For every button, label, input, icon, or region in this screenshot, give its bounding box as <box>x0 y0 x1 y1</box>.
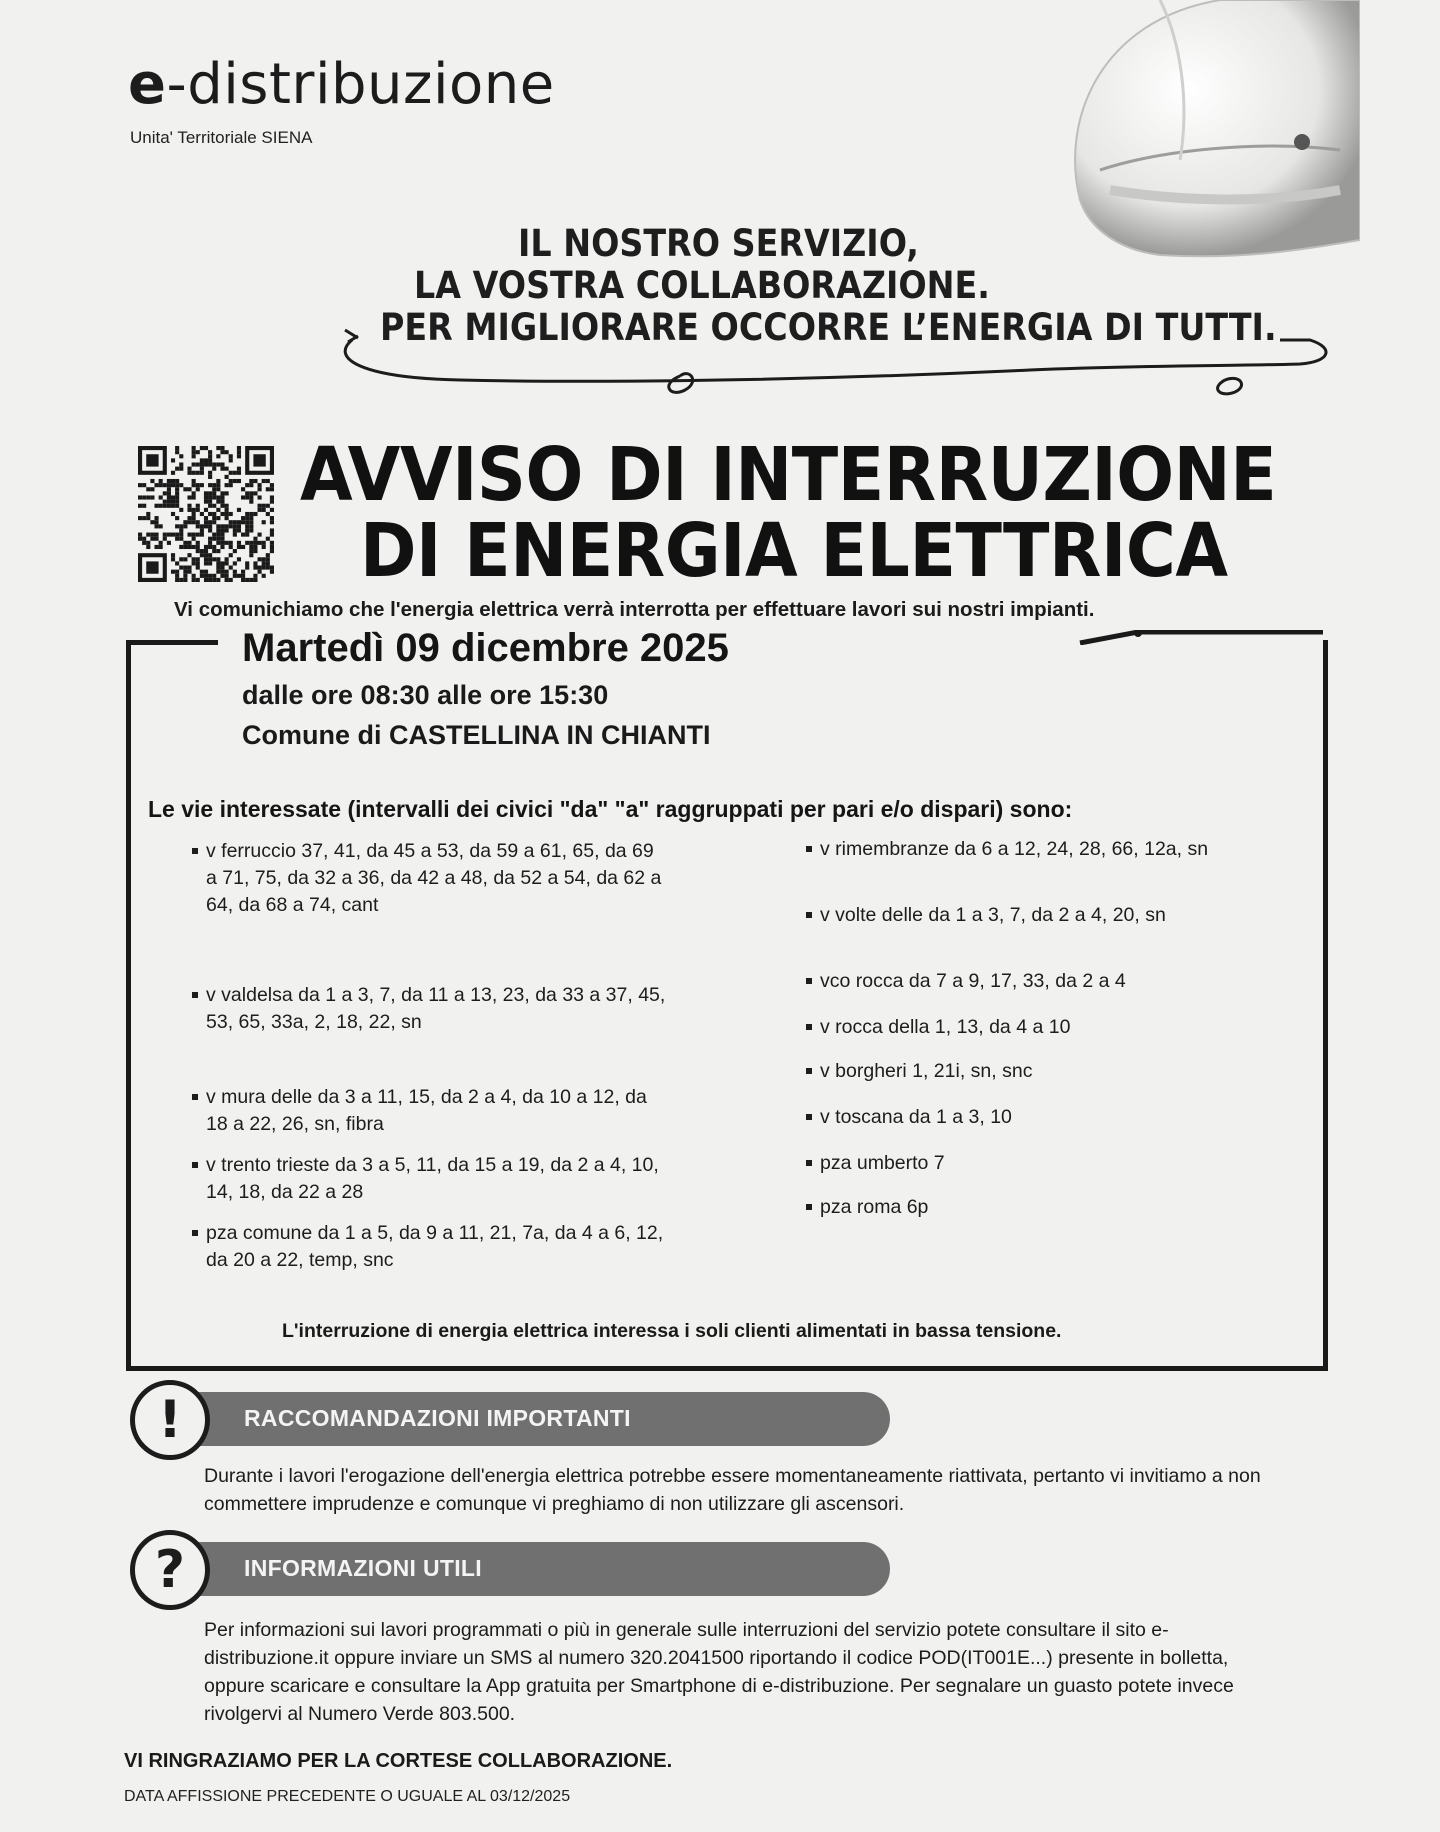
street-item <box>806 1058 1280 1085</box>
brand-logo <box>128 52 555 117</box>
box-top-border-right <box>1078 630 1323 645</box>
street-text: v volte delle da 1 a 3, 7, da 2 a 4, 20, sn <box>820 904 1166 926</box>
street-item <box>806 1014 1280 1041</box>
notice-title-line-2: DI ENERGIA ELETTRICA <box>360 508 1228 594</box>
slogan-line-2: LA VOSTRA COLLABORAZIONE. <box>414 264 990 307</box>
qr-code <box>138 446 274 582</box>
street-text: pza comune da 1 a 5, da 9 a 11, 21, 7a, da 4 a 6, 12, da 20 a 22, temp, snc <box>206 1222 664 1271</box>
street-item <box>192 1152 666 1206</box>
info-title: INFORMAZIONI UTILI <box>244 1555 482 1581</box>
street-item <box>192 1084 666 1138</box>
street-text: v ferruccio 37, 41, da 45 a 53, da 59 a 61, 65, da 69 a 71, 75, da 32 a 36, da 42 a 48, da 52 a 54, da 62 a 64, da 68 a 74, cant <box>206 840 662 916</box>
street-item <box>806 836 1280 863</box>
info-text: Per informazioni sui lavori programmati o più in generale sulle interruzioni del servizio potete consultare il sito e-distribuzione.it oppure inviare un SMS al numero 320.2041500 riportando il codice POD(IT001E...) presente in bolletta, oppure scaricare e consultare la App gratuita per Smartphone di e-distribuzione. Per segnalare un guasto potete invece rivolgervi al Numero Verde 803.500. <box>204 1619 1234 1725</box>
street-item <box>192 1220 666 1274</box>
street-text: v borgheri 1, 21i, sn, snc <box>820 1060 1033 1082</box>
street-item <box>806 1104 1280 1131</box>
street-text: v valdelsa da 1 a 3, 7, da 11 a 13, 23, da 33 a 37, 45, 53, 65, 33a, 2, 18, 22, sn <box>206 984 666 1033</box>
street-text: v trento trieste da 3 a 5, 11, da 15 a 19, da 2 a 4, 10, 14, 18, da 22 a 28 <box>206 1154 659 1203</box>
exclamation-icon: ! <box>130 1380 210 1460</box>
street-item <box>806 902 1280 929</box>
plug-cable-decoration <box>340 318 1340 398</box>
slogan-line-1: IL NOSTRO SERVIZIO, <box>518 222 919 265</box>
street-text: v rimembranze da 6 a 12, 24, 28, 66, 12a, sn <box>820 838 1209 860</box>
outage-hours: dalle ore 08:30 alle ore 15:30 <box>242 680 609 710</box>
outage-municipality: Comune di CASTELLINA IN CHIANTI <box>242 720 711 750</box>
question-mark-icon: ? <box>130 1530 210 1610</box>
notice-intro: Vi comunichiamo che l'energia elettrica verrà interrotta per effettuare lavori sui nostri impianti. <box>174 598 1095 621</box>
street-text: v toscana da 1 a 3, 10 <box>820 1106 1012 1128</box>
recommendations-text: Durante i lavori l'erogazione dell'energia elettrica potrebbe essere momentaneamente riattivata, pertanto vi invitiamo a non commettere imprudenze e comunque vi preghiamo di non utilizzare gli ascensori. <box>204 1465 1261 1515</box>
street-text: v rocca della 1, 13, da 4 a 10 <box>820 1016 1071 1038</box>
recommendations-title: RACCOMANDAZIONI IMPORTANTI <box>244 1405 631 1431</box>
street-text: pza roma 6p <box>820 1196 929 1218</box>
notice-title-line-1: AVVISO DI INTERRUZIONE <box>300 432 1277 518</box>
slogan-line-3: PER MIGLIORARE OCCORRE L’ENERGIA DI TUTTI. <box>380 306 1277 349</box>
posting-date: DATA AFFISSIONE PRECEDENTE O UGUALE AL 03/12/2025 <box>124 1788 571 1805</box>
streets-heading: Le vie interessate (intervalli dei civici "da" "a" raggruppati per pari e/o dispari) sono: <box>148 796 1073 822</box>
helmet-illustration <box>1040 0 1360 290</box>
street-text: pza umberto 7 <box>820 1152 945 1174</box>
street-item <box>192 838 666 919</box>
street-item <box>806 968 1280 995</box>
logo-e: e <box>128 52 167 117</box>
territorial-unit: Unita' Territoriale SIENA <box>130 128 313 147</box>
street-item <box>806 1194 1280 1221</box>
outage-date: Martedì 09 dicembre 2025 <box>242 626 729 670</box>
box-top-border-left <box>126 640 218 645</box>
street-text: vco rocca da 7 a 9, 17, 33, da 2 a 4 <box>820 970 1126 992</box>
logo-text: -distribuzione <box>166 52 555 117</box>
low-voltage-note: L'interruzione di energia elettrica interessa i soli clienti alimentati in bassa tensione. <box>282 1320 1062 1342</box>
street-item <box>192 982 666 1036</box>
street-text: v mura delle da 3 a 11, 15, da 2 a 4, da 10 a 12, da 18 a 22, 26, sn, fibra <box>206 1086 647 1135</box>
street-item <box>806 1150 1280 1177</box>
thanks-line: VI RINGRAZIAMO PER LA CORTESE COLLABORAZIONE. <box>124 1750 673 1772</box>
